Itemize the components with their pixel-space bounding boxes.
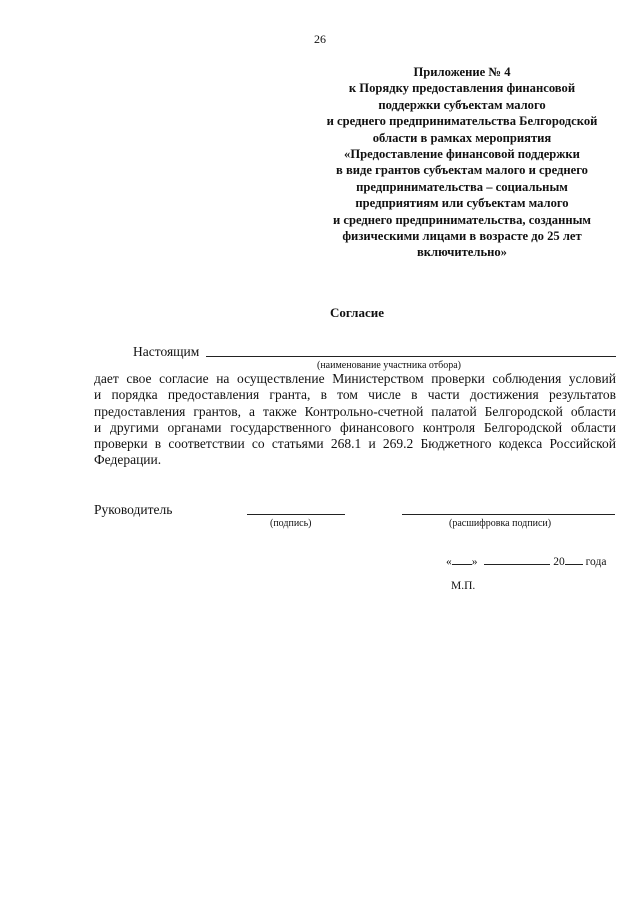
date-open-quote: «: [446, 556, 452, 568]
signature-field[interactable]: [247, 514, 345, 515]
date-year-field[interactable]: [565, 553, 583, 565]
appendix-line: поддержки субъектам малого: [378, 97, 546, 112]
head-label: Руководитель: [94, 502, 173, 517]
consent-paragraph: [94, 371, 616, 469]
appendix-line: и среднего предпринимательства, созданным: [332, 212, 592, 227]
appendix-line: «Предоставление финансовой поддержки: [344, 147, 580, 162]
stamp-place-label: М.П.: [451, 580, 476, 592]
appendix-header: [312, 64, 612, 261]
date-century: 20: [553, 556, 565, 568]
appendix-line: в виде грантов субъектам малого и среднего: [336, 163, 588, 178]
consent-line: проверки в соответствии со статьями 268.1 и 269.2 Бюджетного кодекса Российской: [94, 436, 616, 452]
date-line: [446, 553, 606, 568]
participant-name-field[interactable]: [206, 356, 616, 357]
signature-decoding-caption: (расшифровка подписи): [449, 518, 552, 529]
appendix-line: к Порядку предоставления финансовой: [348, 81, 576, 96]
consent-line: дает свое согласие на осуществление Министерством проверки соблюдения условий: [94, 371, 616, 386]
appendix-line: области в рамках мероприятия: [372, 130, 552, 145]
consent-line: Федерации.: [94, 452, 162, 468]
consent-line: и другими органами государственного финансового контроля Белгородской области: [94, 419, 616, 435]
appendix-line: предприятиям или субъектам малого: [355, 196, 569, 211]
appendix-line: Приложение № 4: [413, 65, 511, 79]
consent-line: предоставления грантов, а также Контрольно-счетной палатой Белгородской области: [94, 403, 616, 419]
date-day-field[interactable]: [452, 553, 472, 565]
document-title: Согласие: [330, 305, 384, 320]
date-year-word: года: [585, 556, 607, 568]
signature-caption: (подпись): [270, 518, 312, 529]
appendix-line: включительно»: [417, 245, 507, 260]
date-month-field[interactable]: [484, 553, 550, 565]
date-close-quote: »: [471, 556, 478, 568]
appendix-line: физическими лицами в возрасте до 25 лет: [342, 229, 582, 244]
intro-word: Настоящим: [133, 344, 200, 359]
consent-line: и порядка предоставления гранта, в том числе в части достижения результатов: [94, 387, 616, 403]
page-number: 26: [314, 32, 326, 46]
appendix-line: и среднего предпринимательства Белгородской: [326, 114, 598, 129]
appendix-line: предпринимательства – социальным: [356, 179, 568, 194]
signature-decoding-field[interactable]: [402, 514, 615, 515]
participant-caption: (наименование участника отбора): [317, 360, 461, 371]
